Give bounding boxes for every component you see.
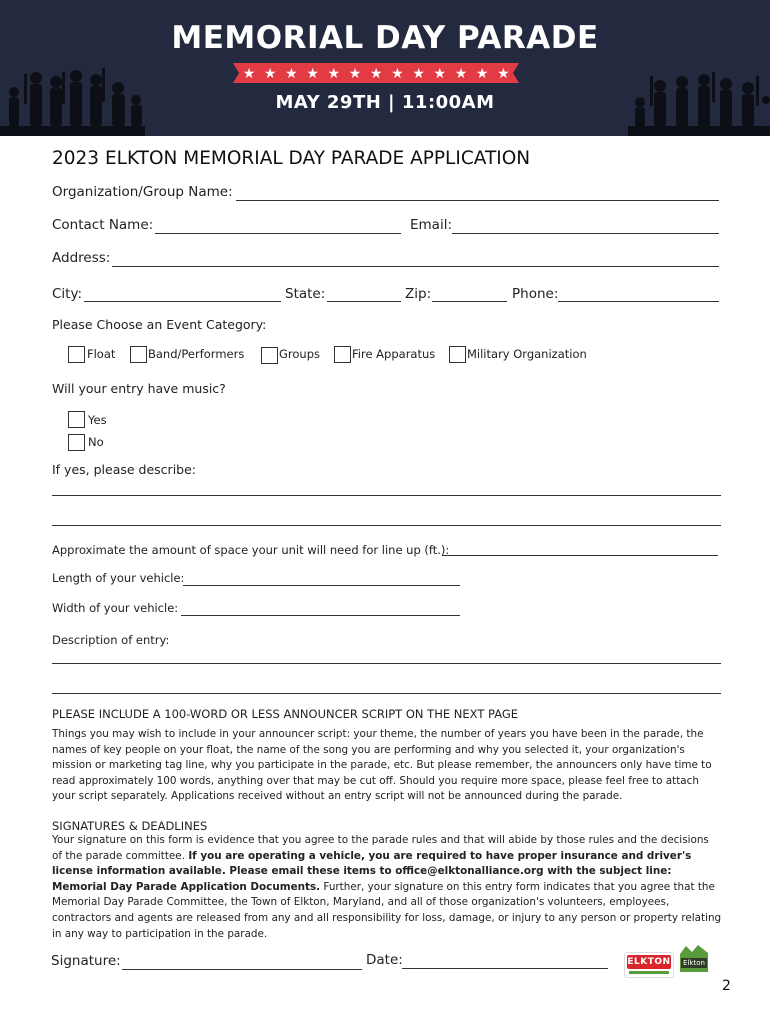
category-float-label: Float <box>87 347 116 361</box>
music-prompt: Will your entry have music? <box>52 381 226 396</box>
city-field[interactable] <box>84 301 281 302</box>
signature-field[interactable] <box>122 969 362 970</box>
ribbon-star-icon: ★ <box>391 66 404 82</box>
signature-label: Signature: <box>51 953 121 969</box>
ribbon-star-icon: ★ <box>369 66 383 82</box>
describe-line-2[interactable] <box>52 525 721 526</box>
parade-title: MEMORIAL DAY PARADE <box>171 20 599 56</box>
category-prompt: Please Choose an Event Category: <box>52 317 267 332</box>
category-groups-label: Groups <box>279 347 321 361</box>
ribbon-star-icon: ★ <box>285 66 298 82</box>
width-label: Width of your vehicle: <box>52 601 179 615</box>
sig-text <box>52 833 722 942</box>
category-band-checkbox[interactable] <box>130 346 147 363</box>
contact-label: Contact Name: <box>52 217 154 233</box>
width-field[interactable] <box>181 615 460 616</box>
script-text: Things you may wish to include in your announcer script: your theme, the number of years you have been in the parade, the names of key people on your float, the name of the song you are performing and why you selected it, your organization's mission or marketing tag line, why you participate in the parade, etc. But please remember, the announcers only have time to read approximately 100 words, anything over that may be cut off. Should you require more space, please feel free to attach your script separately. Applications received without an entry script will not be announced during the parade. <box>52 728 712 803</box>
ribbon-star-icon: ★ <box>475 66 489 82</box>
category-fire-checkbox[interactable] <box>334 346 351 363</box>
ribbon-star-icon: ★ <box>327 66 341 82</box>
length-label: Length of your vehicle: <box>52 571 185 585</box>
space-field[interactable] <box>442 555 718 556</box>
script-heading: PLEASE INCLUDE A 100-WORD OR LESS ANNOUNCER SCRIPT ON THE NEXT PAGE <box>52 707 519 721</box>
category-military-label: Military Organization <box>467 347 587 361</box>
category-military-checkbox[interactable] <box>449 346 466 363</box>
ribbon-star-icon: ★ <box>454 66 468 82</box>
ribbon-star-icon: ★ <box>348 66 362 82</box>
zip-field[interactable] <box>432 301 507 302</box>
form-title: 2023 ELKTON MEMORIAL DAY PARADE APPLICATION <box>52 148 531 169</box>
header-banner <box>0 0 770 136</box>
city-label: City: <box>52 286 83 302</box>
description-label: Description of entry: <box>52 633 170 647</box>
category-groups-checkbox[interactable] <box>261 347 278 364</box>
address-field[interactable] <box>112 266 719 267</box>
ribbon-star-icon: ★ <box>412 66 425 82</box>
ribbon-star-icon: ★ <box>306 66 319 82</box>
org-field[interactable] <box>236 200 719 201</box>
state-label: State: <box>285 286 326 302</box>
date-field[interactable] <box>402 968 608 969</box>
sig-heading: SIGNATURES & DEADLINES <box>52 819 208 833</box>
category-fire-label: Fire Apparatus <box>352 347 436 361</box>
elkton-logo-text: ELKTON <box>627 957 671 967</box>
alliance-logo <box>678 944 710 976</box>
sig-text-part-2: Further, your signature on this entry form indicates that you agree that the Memorial Day Parade Committee, the Town of Elkton, Maryland, and all of those organization's volunteers, employees, contractors and agents are released from any and all responsibility for loss, damage, or injury to any person or property relating in any way to participation in the parade. <box>52 880 722 940</box>
length-field[interactable] <box>183 585 460 586</box>
category-float-checkbox[interactable] <box>68 346 85 363</box>
email-label: Email: <box>410 217 453 233</box>
date-label: Date: <box>366 952 403 968</box>
parade-date-time: MAY 29TH | 11:00AM <box>275 92 495 113</box>
describe-label: If yes, please describe: <box>52 462 197 477</box>
phone-field[interactable] <box>558 301 719 302</box>
sig-text-part-1: Your signature on this form is evidence that you agree to the parade rules and that will abide by those rules and the decisions of the parade committee. <box>52 834 709 862</box>
music-no-label: No <box>88 435 104 449</box>
contact-field[interactable] <box>155 233 401 234</box>
elkton-logo-underline <box>629 971 669 974</box>
star-ribbon <box>233 63 519 83</box>
space-label: Approximate the amount of space your unit will need for line up (ft.): <box>52 543 450 557</box>
describe-line-1[interactable] <box>52 495 721 496</box>
elkton-logo <box>624 952 674 978</box>
category-band-label: Band/Performers <box>148 347 245 361</box>
page-number: 2 <box>722 978 731 994</box>
ribbon-star-icon: ★ <box>263 66 277 82</box>
address-label: Address: <box>52 250 111 266</box>
zip-label: Zip: <box>405 286 432 302</box>
org-label: Organization/Group Name: <box>52 184 233 200</box>
ribbon-star-icon: ★ <box>433 66 447 82</box>
alliance-logo-text: Elkton <box>683 959 705 967</box>
state-field[interactable] <box>327 301 401 302</box>
description-line-2[interactable] <box>52 693 721 694</box>
ribbon-star-icon: ★ <box>497 66 510 82</box>
music-yes-checkbox[interactable] <box>68 411 85 428</box>
ribbon-star-icon: ★ <box>242 66 256 82</box>
music-no-checkbox[interactable] <box>68 434 85 451</box>
phone-label: Phone: <box>512 286 559 302</box>
description-line-1[interactable] <box>52 663 721 664</box>
email-field[interactable] <box>452 233 719 234</box>
music-yes-label: Yes <box>88 413 107 427</box>
sig-text-bold: If you are operating a vehicle, you are required to have proper insurance and driver's license information available. Please email these items to office@elktonalliance.org with the subject line: Memorial Day Parade Application Documents. <box>52 849 692 893</box>
